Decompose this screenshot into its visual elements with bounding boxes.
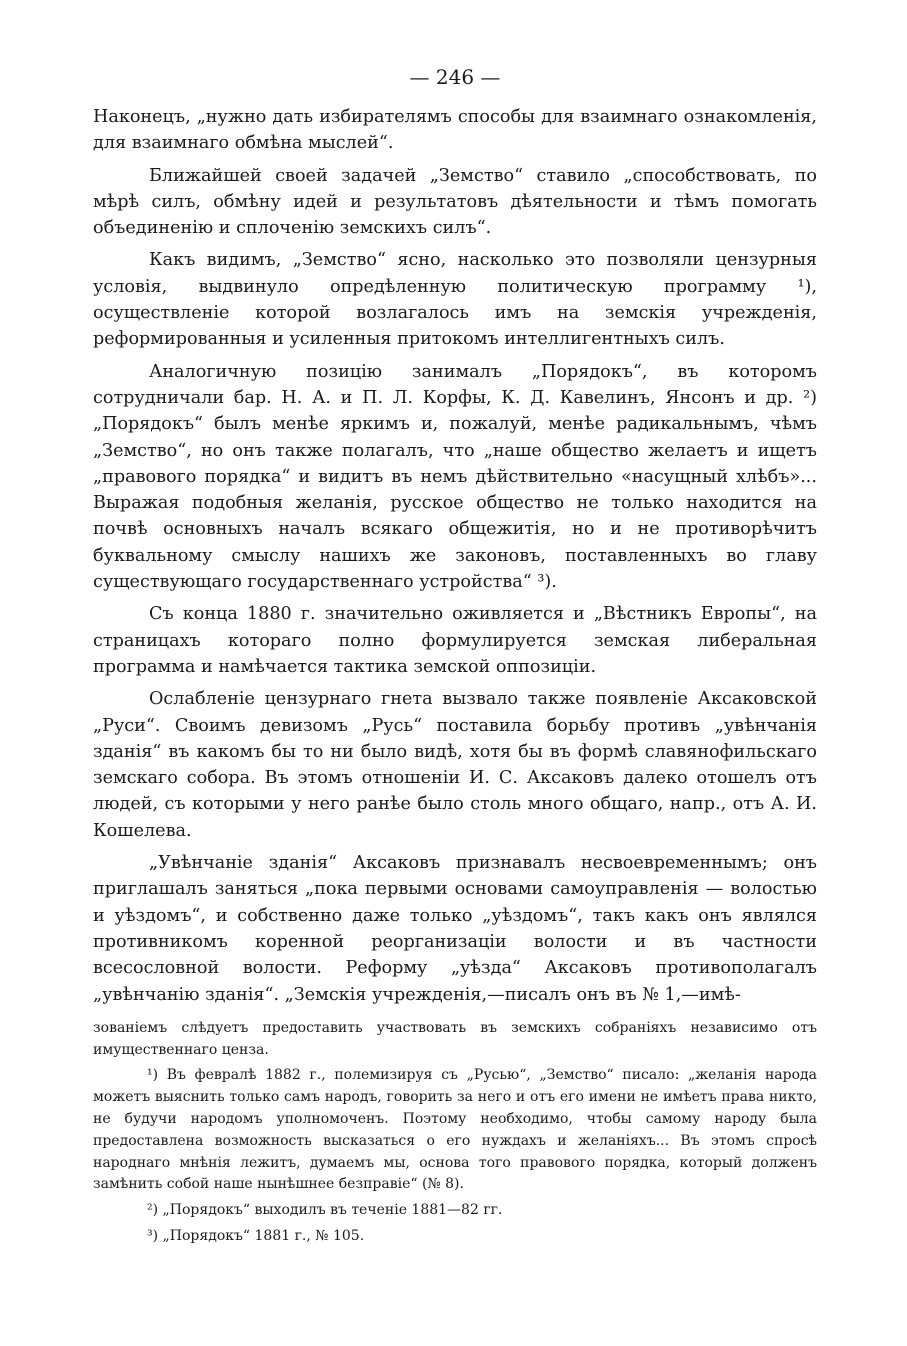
paragraph-4: Аналогичную позицію занималъ „Порядокъ“, въ которомъ сотрудничали бар. Н. А. и П. Л. Корфы, К. Д. Кавелинъ, Янсонъ и др. ²) „Порядокъ“ былъ менѣе яркимъ и, пожалуй, менѣе радикальнымъ, чѣмъ „Земство“, но онъ также полагалъ, что „наше общество желаетъ и ищетъ „правового порядка“ и видитъ въ немъ дѣйствительно «насущный хлѣбъ»... Выражая подобныя желанія, русское общество не только находится на почвѣ основныхъ началъ всякаго общежитія, но и не противорѣчитъ буквальному смыслу нашихъ же законовъ, поставленныхъ во главу существующаго государственнаго устройства“ ³). xyxy=(93,361,817,593)
paragraph-1: Наконецъ, „нужно дать избирателямъ способы для взаимнаго ознакомленія, для взаимнаго обмѣна мыслей“. xyxy=(93,107,817,154)
footnote-2: ²) „Порядокъ“ выходилъ въ теченіе 1881—82 гг. xyxy=(147,1202,503,1219)
footnotes xyxy=(93,1018,817,1248)
footnote-3: ³) „Порядокъ“ 1881 г., № 105. xyxy=(147,1227,365,1244)
paragraph-2: Ближайшей своей задачей „Земство“ ставило „способствовать, по мѣрѣ силъ, обмѣну идей и результатовъ дѣятельности и тѣмъ помогать объединенію и сплоченію земскихъ силъ“. xyxy=(93,165,817,239)
footnote-1: ¹) Въ февралѣ 1882 г., полемизируя съ „Русью“, „Земство“ писало: „желанія народа можетъ выяснить только самъ народъ, говорить за него и отъ его имени не имѣетъ права никто, не будучи народомъ уполномоченъ. Поэтому необходимо, чтобы самому народу была предоставлена возможность высказаться о его нуждахъ и желаніяхъ... Въ этомъ спросѣ народнаго мнѣнія лежитъ, думаемъ мы, основа того правового порядка, который долженъ замѣнить собой наше нынѣшнее безправіе“ (№ 8). xyxy=(93,1067,817,1193)
book-page xyxy=(93,64,817,1248)
paragraph-6: Ослабленіе цензурнаго гнета вызвало также появленіе Аксаковской „Руси“. Своимъ девизомъ „Русь“ поставила борьбу противъ „увѣнчанія зданія“ въ какомъ бы то ни было видѣ, хотя бы въ формѣ славянофильскаго земскаго собора. Въ этомъ отношеніи И. С. Аксаковъ далеко отошелъ отъ людей, съ которыми у него ранѣе было столь много общаго, напр., отъ А. И. Кошелева. xyxy=(93,689,817,841)
paragraph-7: „Увѣнчаніе зданія“ Аксаковъ признавалъ несвоевременнымъ; онъ приглашалъ заняться „пока первыми основами самоуправленія — волостью и уѣздомъ“, и собственно даже только „уѣздомъ“, такъ какъ онъ являлся противникомъ коренной реорганизаціи волости и въ частности всесословной волости. Реформу „уѣзда“ Аксаковъ противополагалъ „увѣнчанію зданія“. „Земскія учрежденія,—писалъ онъ въ № 1,—имѣ- xyxy=(93,853,817,1005)
footnote-continuation: зованіемъ слѣдуетъ предоставить участвовать въ земскихъ собраніяхъ независимо отъ имущественнаго ценза. xyxy=(93,1019,817,1058)
paragraph-3: Какъ видимъ, „Земство“ ясно, насколько это позволяли цензурныя условія, выдвинуло опредѣленную политическую программу ¹), осуществленіе которой возлагалось имъ на земскія учрежденія, реформированныя и усиленныя притокомъ интеллигентныхъ силъ. xyxy=(93,250,817,350)
main-text xyxy=(93,104,817,1008)
paragraph-5: Съ конца 1880 г. значительно оживляется и „Вѣстникъ Европы“, на страницахъ котораго полно формулируется земская либеральная программа и намѣчается тактика земской оппозиціи. xyxy=(93,604,817,677)
page-number: — 246 — xyxy=(409,65,501,89)
